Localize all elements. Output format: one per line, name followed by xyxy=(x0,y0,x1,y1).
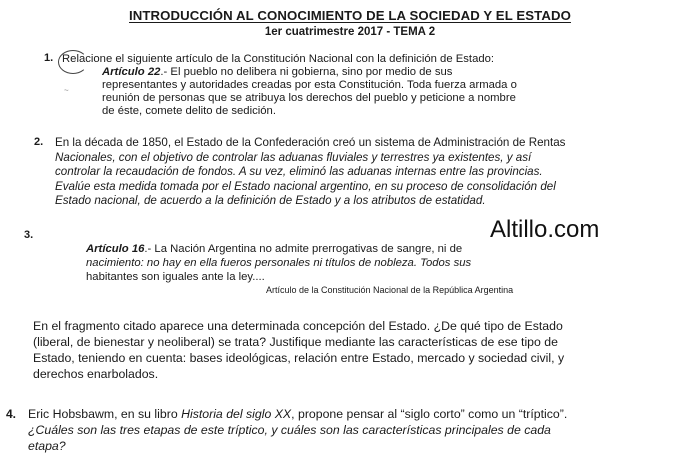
question-3-line: derechos enarbolados. xyxy=(33,367,159,381)
quote-source: Artículo de la Constitución Nacional de la República Argentina xyxy=(266,285,514,295)
question-1-number: 1. xyxy=(44,52,54,64)
question-3-line: (liberal, de bienestar y neoliberal) se trata? Justifique mediante las características de ese tipo de xyxy=(33,335,558,349)
question-3-quote xyxy=(86,242,513,296)
question-2-line: controlar la recaudación de fondos. A su vez, eliminó las aduanas internas entre las provincias. xyxy=(55,165,543,178)
question-4-text: Eric Hobsbawm, en su libro xyxy=(28,407,182,421)
question-3-number: 3. xyxy=(24,229,34,241)
question-2-line: En la década de 1850, el Estado de la Confederación creó un sistema de Administración de Rentas xyxy=(55,136,566,149)
question-1-line: Relacione el siguiente artículo de la Constitución Nacional con la definición de Estado: xyxy=(62,53,495,65)
question-2-number: 2. xyxy=(34,136,44,148)
watermark: Altillo.com xyxy=(490,216,600,243)
exam-header xyxy=(100,8,600,39)
article-22-text: .- El pueblo no delibera ni gobierna, sino por medio de sus xyxy=(160,66,453,78)
question-3-line: En el fragmento citado aparece una determinada concepción del Estado. ¿De qué tipo de Estado xyxy=(33,319,563,333)
question-1-article-line: de éste, comete delito de sedición. xyxy=(102,105,276,117)
question-1 xyxy=(62,53,517,118)
book-title: Historia del siglo XX xyxy=(181,407,292,421)
article-16-label: Artículo 16 xyxy=(86,243,145,255)
question-4-line: ¿Cuáles son las tres etapas de este tríptico, y cuáles son las características principales de cada xyxy=(28,423,551,437)
question-1-article-line xyxy=(62,66,517,79)
quote-line: nacimiento: no hay en ella fueros personales ni títulos de nobleza. Todos sus xyxy=(86,257,472,269)
question-4-line: etapa? xyxy=(28,439,66,453)
question-2-line: Nacionales, con el objetivo de controlar las aduanas fluviales y terrestres ya existentes, y así xyxy=(55,150,532,164)
question-1-article-line: representantes y autoridades creadas por esta Constitución. Toda fuerza armada o xyxy=(102,79,517,91)
quote-line xyxy=(86,242,513,256)
question-3 xyxy=(33,318,564,382)
question-4-number: 4. xyxy=(6,407,17,421)
question-4-text: , propone pensar al “siglo corto” como un “tríptico”. xyxy=(291,407,568,421)
article-22-label: Artículo 22 xyxy=(102,66,161,78)
question-2 xyxy=(55,136,565,209)
quote-line: habitantes son iguales ante la ley.... xyxy=(86,271,265,283)
exam-title: INTRODUCCIÓN AL CONOCIMIENTO DE LA SOCIEDAD Y EL ESTADO xyxy=(129,8,571,23)
question-1-article-line: reunión de personas que se atribuya los derechos del pueblo y peticione a nombre xyxy=(102,92,516,104)
question-2-line: Evalúe esta medida tomada por el Estado nacional argentino, en su proceso de consolidación del xyxy=(55,179,556,193)
question-4 xyxy=(28,406,567,454)
question-3-line: Estado, teniendo en cuenta: bases ideológicas, relación entre Estado, mercado y sociedad civil, y xyxy=(33,351,565,365)
pencil-mark: ~ xyxy=(64,86,69,95)
question-4-line xyxy=(28,406,567,422)
article-16-text: .- La Nación Argentina no admite prerrogativas de sangre, ni de xyxy=(144,243,463,255)
question-2-line: Estado nacional, de acuerdo a la definición de Estado y a los atributos de estatidad. xyxy=(55,194,486,207)
exam-subtitle: 1er cuatrimestre 2017 - TEMA 2 xyxy=(264,26,436,38)
